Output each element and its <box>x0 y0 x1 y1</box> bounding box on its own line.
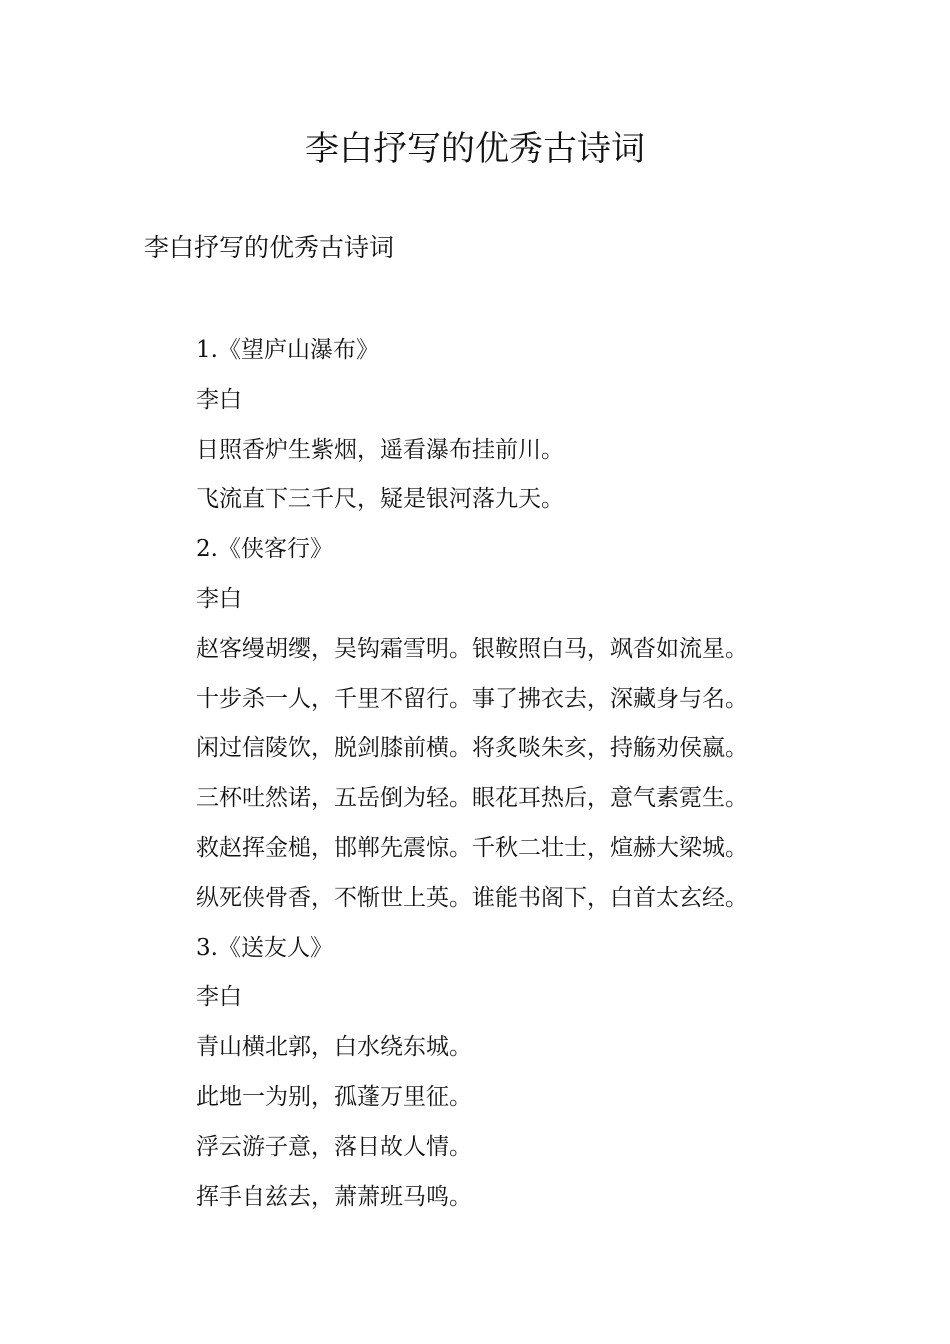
poem-author: 李白 <box>196 585 242 612</box>
poem-line: 此地一为别，孤蓬万里征。 <box>196 1083 472 1110</box>
poem-line: 青山横北郭，白水绕东城。 <box>196 1034 472 1061</box>
poem-line: 纵死侠骨香，不惭世上英。谁能书阁下，白首太玄经。 <box>196 884 748 911</box>
poem-line: 三杯吐然诺，五岳倒为轻。眼花耳热后，意气素霓生。 <box>196 785 748 812</box>
poem-line: 挥手自兹去，萧萧班马鸣。 <box>196 1183 472 1210</box>
poem-line: 十步杀一人，千里不留行。事了拂衣去，深藏身与名。 <box>196 685 748 712</box>
poem-line: 闲过信陵饮，脱剑膝前横。将炙啖朱亥，持觞劝侯嬴。 <box>196 735 748 762</box>
poem-heading: 2.《侠客行》 <box>196 536 333 563</box>
document-subtitle: 李白抒写的优秀古诗词 <box>144 233 395 262</box>
poem-author: 李白 <box>196 386 242 413</box>
poem-heading: 3.《送友人》 <box>196 934 333 961</box>
poem-author: 李白 <box>196 984 242 1011</box>
poem-line: 浮云游子意，落日故人情。 <box>196 1133 472 1160</box>
document-title: 李白抒写的优秀古诗词 <box>305 129 645 169</box>
poem-line: 救赵挥金槌，邯郸先震惊。千秋二壮士，煊赫大梁城。 <box>196 834 748 861</box>
poem-line: 飞流直下三千尺，疑是银河落九天。 <box>196 486 564 513</box>
poem-heading: 1.《望庐山瀑布》 <box>196 337 379 363</box>
poem-line: 赵客缦胡缨，吴钩霜雪明。银鞍照白马，飒沓如流星。 <box>196 635 748 662</box>
poem-content <box>196 330 936 1226</box>
poem-line: 日照香炉生紫烟，遥看瀑布挂前川。 <box>196 436 564 463</box>
